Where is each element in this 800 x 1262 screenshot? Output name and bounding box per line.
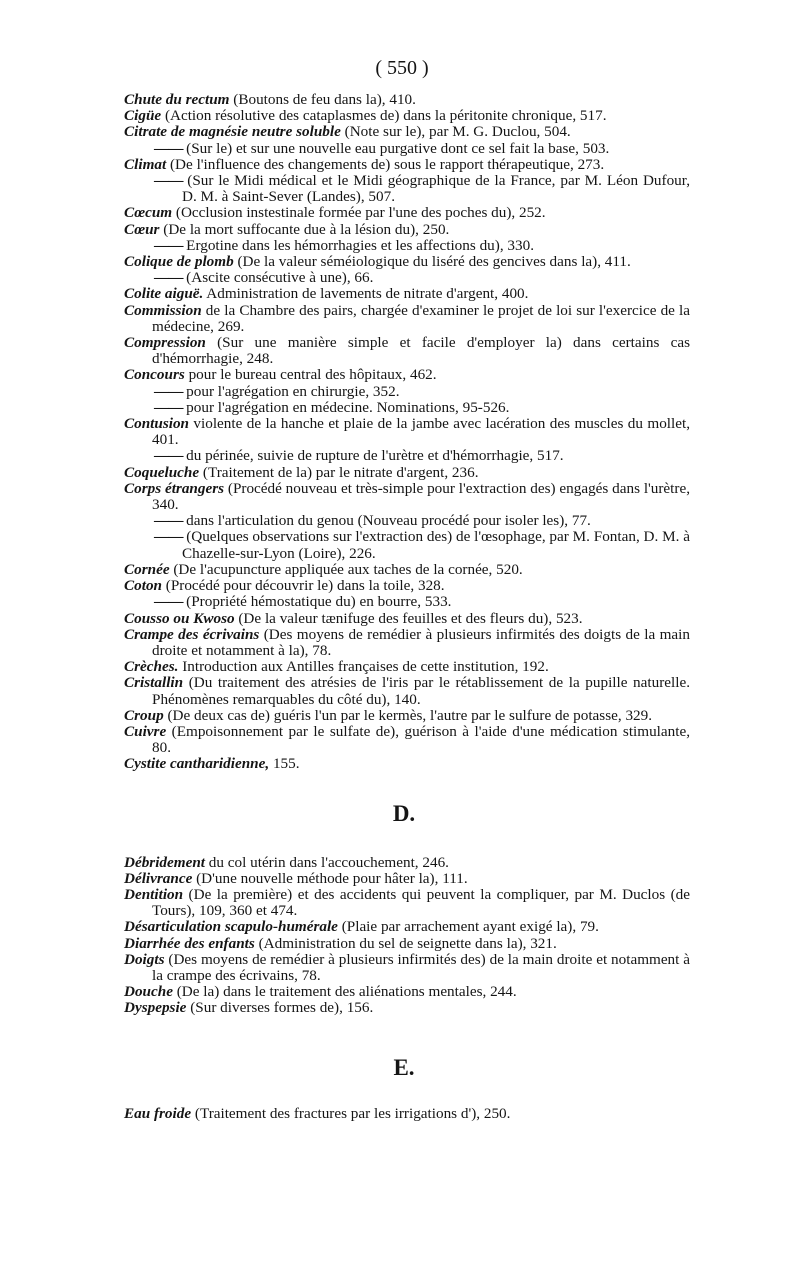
entry-heading: Diarrhée des enfants [124, 934, 255, 952]
repeat-dash: —— [154, 236, 183, 254]
entry-text: (Boutons de feu dans la), 410. [229, 91, 416, 108]
index-entry [124, 919, 690, 935]
entry-text: (Ascite consécutive à une), 66. [182, 269, 374, 287]
entry-text: (De la première) et des accidents qui peuvent la compliquer, par M. Duclos (de Tours), 109, 360 et 474. [152, 885, 690, 920]
entry-text: (De l'influence des changements de) sous le rapport thérapeutique, 273. [166, 155, 605, 173]
index-subentry [124, 594, 690, 610]
index-entry [124, 222, 690, 238]
entry-heading: Cousso ou Kwoso [124, 609, 235, 627]
repeat-dash: —— [154, 269, 183, 287]
index-entry [124, 887, 690, 919]
entry-text: (D'une nouvelle méthode pour hâter la), 111. [192, 869, 468, 887]
entry-text: (Propriété hémostatique du) en bourre, 533. [182, 593, 452, 611]
entry-heading: Douche [124, 983, 173, 1001]
entry-heading: Cystite cantharidienne, [124, 755, 270, 773]
index-subentry [124, 529, 690, 561]
index-subentry [124, 173, 690, 205]
entry-heading: Délivrance [124, 869, 193, 887]
entry-text: (De la valeur tænifuge des feuilles et des fleurs du), 523. [234, 609, 583, 627]
entry-text: (De la) dans le traitement des aliénations mentales, 244. [172, 983, 517, 1001]
index-entry [124, 611, 690, 627]
index-entry [124, 984, 690, 1000]
entry-heading: Doigts [124, 950, 165, 968]
section-e [124, 1106, 690, 1122]
index-entry [124, 108, 690, 124]
entry-heading: Cœcum [124, 204, 173, 222]
entry-text: (Du traitement des atrésies de l'iris par le rétablissement de la pupille naturelle. Phénomènes remarquables du côté du), 140. [152, 674, 690, 708]
index-entry [124, 871, 690, 887]
entry-heading: Citrate de magnésie neutre soluble [124, 123, 341, 141]
entry-text: (Des moyens de remédier à plusieurs infirmités des) de la main droite et notamment à la crampe des écrivains, 78. [152, 950, 690, 984]
index-entry [124, 708, 690, 724]
entry-heading: Corps étrangers [124, 479, 225, 497]
index-entry [124, 367, 690, 383]
entry-text: (Administration du sel de seignette dans la), 321. [254, 934, 557, 952]
entry-text: (Empoisonnement par le sulfate de), guérison à l'aide d'une médication stimulante, 80. [152, 722, 690, 757]
section-d [124, 855, 690, 1017]
entry-heading: Dyspepsie [124, 999, 187, 1017]
entry-text: du col utérin dans l'accouchement, 246. [205, 853, 449, 871]
index-subentry [124, 238, 690, 254]
entry-heading: Dentition [124, 885, 184, 903]
index-entry [124, 205, 690, 221]
entry-heading: Eau froide [124, 1104, 192, 1122]
index-entry [124, 1106, 690, 1122]
index-entry [124, 562, 690, 578]
entry-text: (De la mort suffocante due à la lésion du), 250. [159, 220, 450, 238]
repeat-dash: —— [154, 447, 183, 465]
index-entry [124, 157, 690, 173]
index-subentry [124, 448, 690, 464]
repeat-dash: —— [154, 512, 183, 530]
entry-heading: Chute du rectum [124, 91, 230, 108]
index-subentry [124, 141, 690, 157]
entry-text: (Plaie par arrachement ayant exigé la), 79. [337, 918, 599, 936]
entry-text: (Note sur le), par M. G. Duclou, 504. [340, 123, 571, 141]
repeat-dash: —— [154, 172, 183, 190]
entry-text: pour l'agrégation en chirurgie, 352. [182, 382, 400, 400]
index-subentry [124, 270, 690, 286]
section-c [124, 92, 690, 773]
entry-text: du périnée, suivie de rupture de l'urètre et d'hémorrhagie, 517. [182, 447, 564, 465]
entry-text: (Sur le Midi médical et le Midi géographique de la France, par M. Léon Dufour, D. M. à Saint-Sever (Landes), 507. [182, 172, 690, 206]
entry-heading: Désarticulation scapulo-humérale [124, 918, 338, 936]
index-subentry [124, 384, 690, 400]
repeat-dash: —— [154, 528, 183, 546]
entry-text: dans l'articulation du genou (Nouveau procédé pour isoler les), 77. [182, 512, 591, 530]
entry-text: (De la valeur séméiologique du liséré des gencives dans la), 411. [233, 253, 631, 271]
entry-text: (Sur le) et sur une nouvelle eau purgative dont ce sel fait la base, 503. [182, 139, 610, 157]
entry-text: (Procédé pour découvrir le) dans la toile, 328. [161, 577, 445, 595]
entry-heading: Compression [124, 334, 206, 352]
entry-text: (Action résolutive des cataplasmes de) dans la péritonite chronique, 517. [161, 107, 607, 125]
entry-heading: Concours [124, 366, 185, 384]
entry-text: (Sur diverses formes de), 156. [186, 999, 374, 1017]
entry-heading: Colique de plomb [124, 253, 234, 271]
index-entry [124, 416, 690, 448]
entry-text: pour le bureau central des hôpitaux, 462. [184, 366, 437, 384]
entry-heading: Commission [124, 301, 202, 319]
index-entry [124, 1000, 690, 1016]
entry-heading: Croup [124, 706, 164, 724]
entry-text: (Sur une manière simple et facile d'employer la) dans certains cas d'hémorrhagie, 248. [152, 334, 690, 368]
index-entry [124, 92, 690, 108]
entry-heading: Contusion [124, 415, 190, 433]
index-entry [124, 578, 690, 594]
entry-text: de la Chambre des pairs, chargée d'examiner le projet de loi sur l'exercice de la médecine, 269. [152, 301, 690, 335]
index-entry [124, 952, 690, 984]
index-entry [124, 465, 690, 481]
entry-heading: Cigüe [124, 107, 162, 125]
repeat-dash: —— [154, 398, 183, 416]
repeat-dash: —— [154, 382, 183, 400]
entry-text: Ergotine dans les hémorrhagies et les affections du), 330. [182, 236, 534, 254]
page-number: ( 550 ) [375, 57, 429, 79]
entry-text: Administration de lavements de nitrate d'argent, 400. [203, 285, 529, 303]
entry-heading: Coton [124, 577, 162, 595]
index-entry [124, 659, 690, 675]
section-letter-d: D. [392, 800, 416, 826]
entry-text: (De deux cas de) guéris l'un par le kermès, l'autre par le sulfure de potasse, 329. [163, 706, 653, 724]
entry-text: (Des moyens de remédier à plusieurs infirmités des doigts de la main droite et notamment à la), 78. [152, 625, 690, 659]
entry-heading: Cornée [124, 560, 170, 578]
entry-text: (Procédé nouveau et très-simple pour l'extraction des) engagés dans l'urètre, 340. [152, 479, 690, 514]
repeat-dash: —— [154, 593, 183, 611]
index-subentry [124, 513, 690, 529]
index-entry [124, 481, 690, 513]
index-entry [124, 675, 690, 707]
index-entry [124, 303, 690, 335]
entry-text: (Traitement de la) par le nitrate d'argent, 236. [199, 463, 479, 481]
section-letter-e: E. [393, 1054, 415, 1080]
entry-heading: Climat [124, 155, 167, 173]
entry-text: (De l'acupuncture appliquée aux taches de la cornée, 520. [169, 560, 523, 578]
entry-heading: Crèches. [124, 658, 179, 676]
index-subentry [124, 400, 690, 416]
entry-heading: Colite aiguë. [124, 285, 204, 303]
entry-text: Introduction aux Antilles françaises de cette institution, 192. [178, 658, 549, 676]
entry-text: pour l'agrégation en médecine. Nominations, 95-526. [182, 398, 510, 416]
entry-text: (Occlusion instestinale formée par l'une des poches du), 252. [172, 204, 546, 222]
index-entry [124, 936, 690, 952]
index-entry [124, 254, 690, 270]
entry-heading: Cœur [124, 220, 160, 238]
index-entry [124, 756, 690, 772]
entry-heading: Cuivre [124, 722, 167, 740]
index-entry [124, 286, 690, 302]
entry-heading: Crampe des écrivains [124, 625, 260, 643]
index-entry [124, 724, 690, 756]
entry-text: 155. [269, 755, 300, 773]
repeat-dash: —— [154, 139, 183, 157]
entry-heading: Cristallin [124, 674, 184, 692]
entry-heading: Coqueluche [124, 463, 200, 481]
entry-heading: Débridement [124, 853, 205, 871]
entry-text: (Traitement des fractures par les irrigations d'), 250. [191, 1104, 511, 1122]
index-entry [124, 335, 690, 367]
index-entry [124, 855, 690, 871]
index-entry [124, 124, 690, 140]
entry-text: (Quelques observations sur l'extraction des) de l'œsophage, par M. Fontan, D. M. à Chazelle-sur-Lyon (Loire), 226. [182, 528, 690, 562]
index-entry [124, 627, 690, 659]
entry-text: violente de la hanche et plaie de la jambe avec lacération des muscles du mollet, 401. [152, 415, 690, 449]
